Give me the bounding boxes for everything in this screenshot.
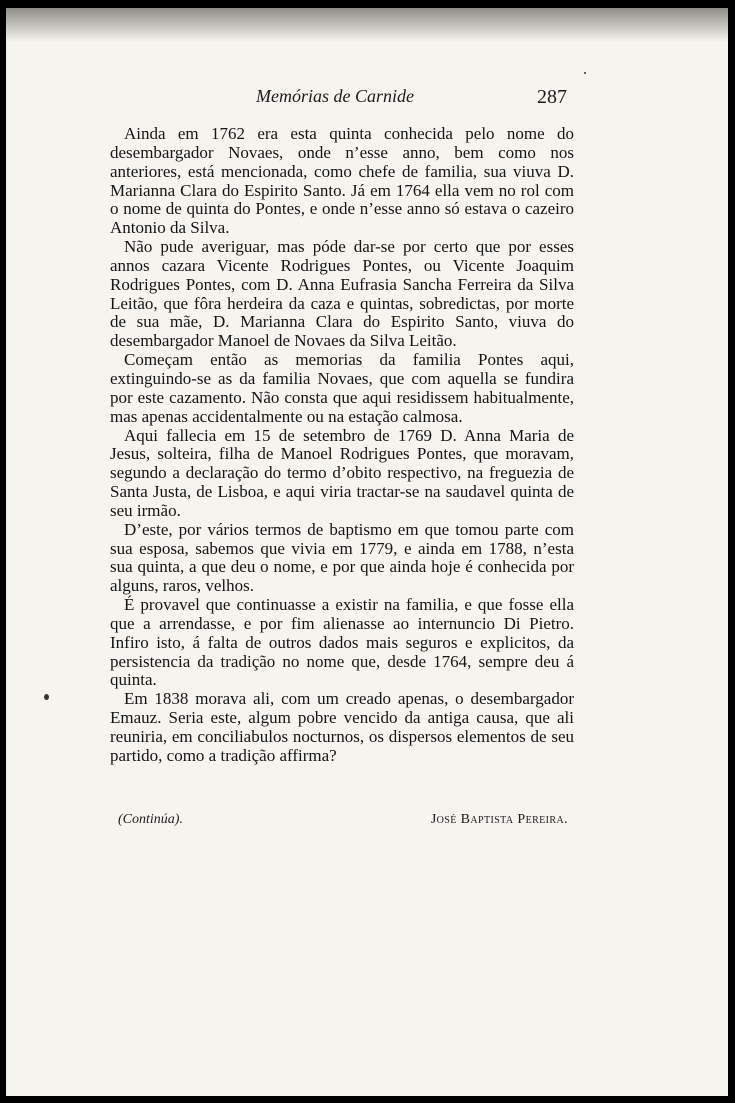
page-edge-shadow [6, 8, 728, 42]
paragraph: D’este, por vários termos de baptismo em que tomou parte com sua esposa, sabemos que vivia em 1779, e ainda em 1788, n’esta sua quinta, a que deu o nome, e por que ainda hoje é conhecida por alguns, raros, velhos. [110, 519, 574, 596]
paragraph: Não pude averiguar, mas póde dar-se por certo que por esses annos cazara Vicente Rodrigues Pontes, ou Vicente Joaquim Rodrigues Pontes, com D. Anna Eufrasia Sancha Ferreira da Silva Leitão, que fôra herdeira da caza e quintas, sobredictas, por morte de sua mãe, D. Marianna Clara do Espirito Santo, viuva do desembargador Manoel de Novaes da Silva Leitão. [110, 237, 574, 351]
running-title: Memórias de Carnide [256, 86, 414, 106]
article-footer [118, 812, 568, 834]
page-header [6, 86, 728, 114]
ink-speck [584, 72, 586, 74]
author-signature: José Baptista Pereira. [430, 812, 568, 827]
paragraph: Começam então as memorias da familia Pontes aqui, extinguindo-se as da familia Novaes, que com aquella se fundira por este cazamento. Não consta que aqui residissem habitualmente, mas apenas accidentalmente ou na estação calmosa. [110, 350, 574, 426]
paragraph: Aqui fallecia em 15 de setembro de 1769 D. Anna Maria de Jesus, solteira, filha de Manoel Rodrigues Pontes, que moravam, segundo a declaração do termo d’obito respectivo, na freguezia de Santa Justa, de Lisboa, e aqui viria tractar-se na saudavel quinta de seu irmão. [110, 425, 574, 520]
body-text [110, 125, 574, 766]
page-number: 287 [537, 86, 567, 108]
book-page [6, 8, 728, 1096]
paragraph: É provavel que continuasse a existir na familia, e que fosse ella que a arrendasse, e por fim alienasse ao internuncio Di Pietro. Infiro isto, á falta de outros dados mais seguros e explicitos, da persistencia da tradição no nome que, desde 1764, sempre deu á quinta. [110, 595, 574, 690]
continued-note: (Continúa). [118, 812, 183, 827]
paragraph: Ainda em 1762 era esta quinta conhecida pelo nome do desembargador Novaes, onde n’esse anno, bem como nos anteriores, está mencionada, como chefe de familia, sua viuva D. Marianna Clara do Espirito Santo. Já em 1764 ella vem no rol com o nome de quinta do Pontes, e onde n’esse anno só estava o cazeiro Antonio da Silva. [110, 124, 574, 238]
paragraph: Em 1838 morava ali, com um creado apenas, o desembargador Emauz. Seria este, algum pobre vencido da antiga causa, que ali reuniria, em conciliabulos nocturnos, os dispersos elementos de seu partido, como a tradição affirma? [110, 689, 574, 765]
ink-speck [44, 694, 49, 700]
